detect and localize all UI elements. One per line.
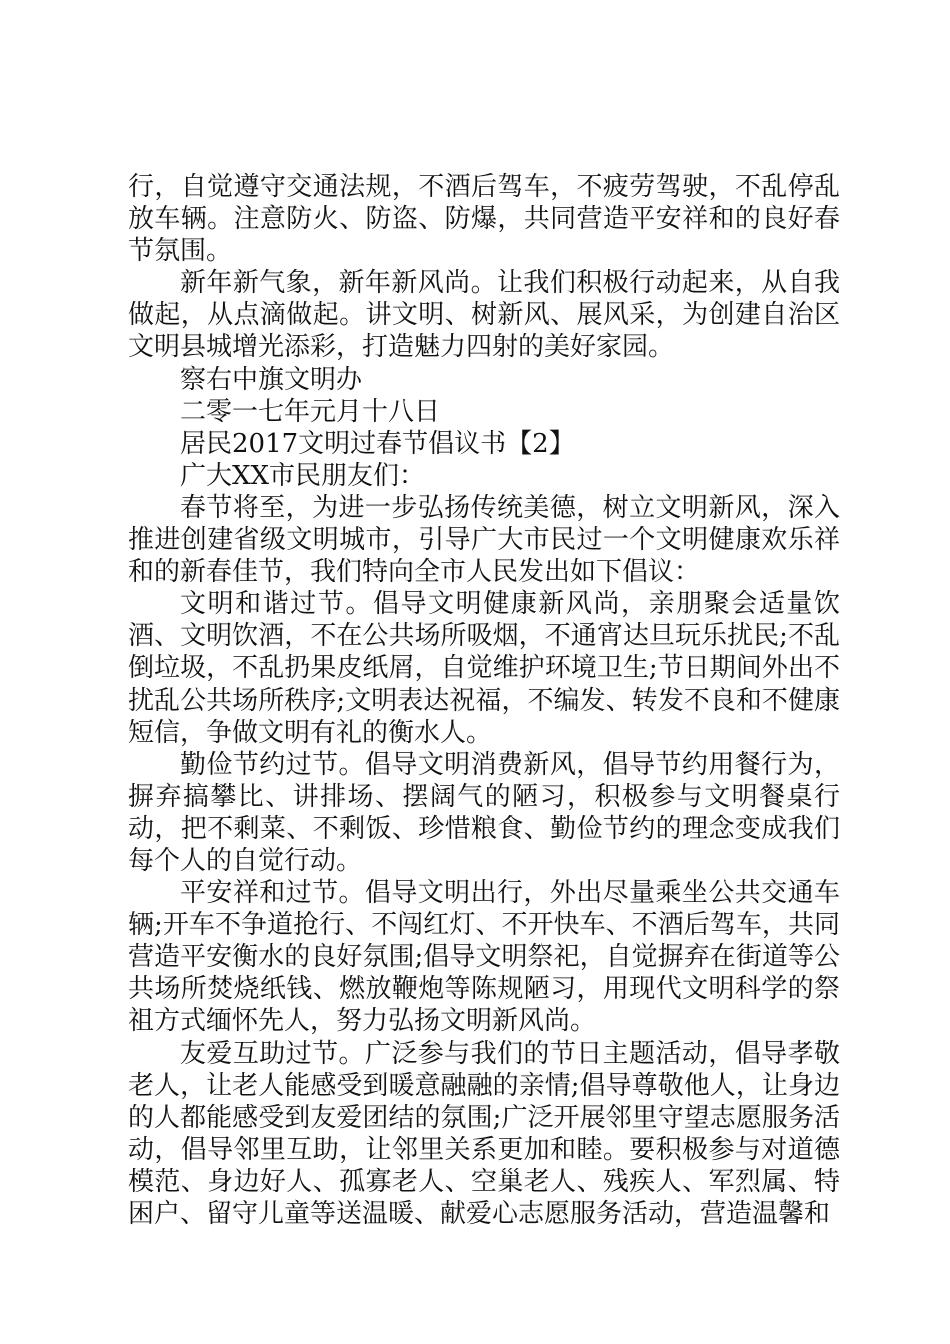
paragraph-intro: 春节将至，为进一步弘扬传统美德，树立文明新风，深入推进创建省级文明城市，引导广大市民过一个文明健康欢乐祥和的新春佳节，我们特向全市人民发出如下倡议： (128, 492, 840, 588)
signature-organization: 察右中旗文明办 (180, 364, 363, 395)
paragraph-safety: 平安祥和过节。倡导文明出行，外出尽量乘坐公共交通车辆;开车不争道抢行、不闯红灯、不开快车、不酒后驾车，共同营造平安衡水的良好氛围;倡导文明祭祀，自觉摒弃在街道等公共场所焚烧纸钱、燃放鞭炮等陈规陋习，用现代文明科学的祭祖方式缅怀先人，努力弘扬文明新风尚。 (128, 878, 840, 1037)
signature-date: 二零一七年元月十八日 (180, 396, 441, 427)
paragraph-frugality: 勤俭节约过节。倡导文明消费新风，倡导节约用餐行为，摒弃搞攀比、讲排场、摆阔气的陋习，积极参与文明餐桌行动，把不剩菜、不剩饭、珍惜粮食、勤俭节约的理念变成我们每个人的自觉行动。 (128, 749, 840, 876)
paragraph-continued-traffic-safety: 行，自觉遵守交通法规，不酒后驾车，不疲劳驾驶，不乱停乱放车辆。注意防火、防盗、防爆，共同营造平安祥和的良好春节氛围。 (128, 172, 840, 267)
section-title: 居民2017文明过春节倡议书【2】 (180, 428, 575, 459)
salutation: 广大XX市民朋友们： (180, 460, 426, 491)
paragraph-new-year-new-style: 新年新气象，新年新风尚。让我们积极行动起来，从自我做起，从点滴做起。讲文明、树新风、展风采，为创建自治区文明县城增光添彩，打造魅力四射的美好家园。 (128, 268, 840, 363)
document-body (128, 171, 840, 1230)
paragraph-civilized-harmony: 文明和谐过节。倡导文明健康新风尚，亲朋聚会适量饮酒、文明饮酒，不在公共场所吸烟，不通宵达旦玩乐扰民;不乱倒垃圾，不乱扔果皮纸屑，自觉维护环境卫生;节日期间外出不扰乱公共场所秩序;文明表达祝福，不编发、转发不良和不健康短信，争做文明有礼的衡水人。 (128, 589, 840, 748)
paragraph-mutual-help: 友爱互助过节。广泛参与我们的节日主题活动，倡导孝敬老人，让老人能感受到暖意融融的亲情;倡导尊敬他人，让身边的人都能感受到友爱团结的氛围;广泛开展邻里守望志愿服务活动，倡导邻里互助，让邻里关系更加和睦。要积极参与对道德模范、身边好人、孤寡老人、空巢老人、残疾人、军烈属、特困户、留守儿童等送温暖、献爱心志愿服务活动，营造温馨和 (128, 1038, 840, 1229)
